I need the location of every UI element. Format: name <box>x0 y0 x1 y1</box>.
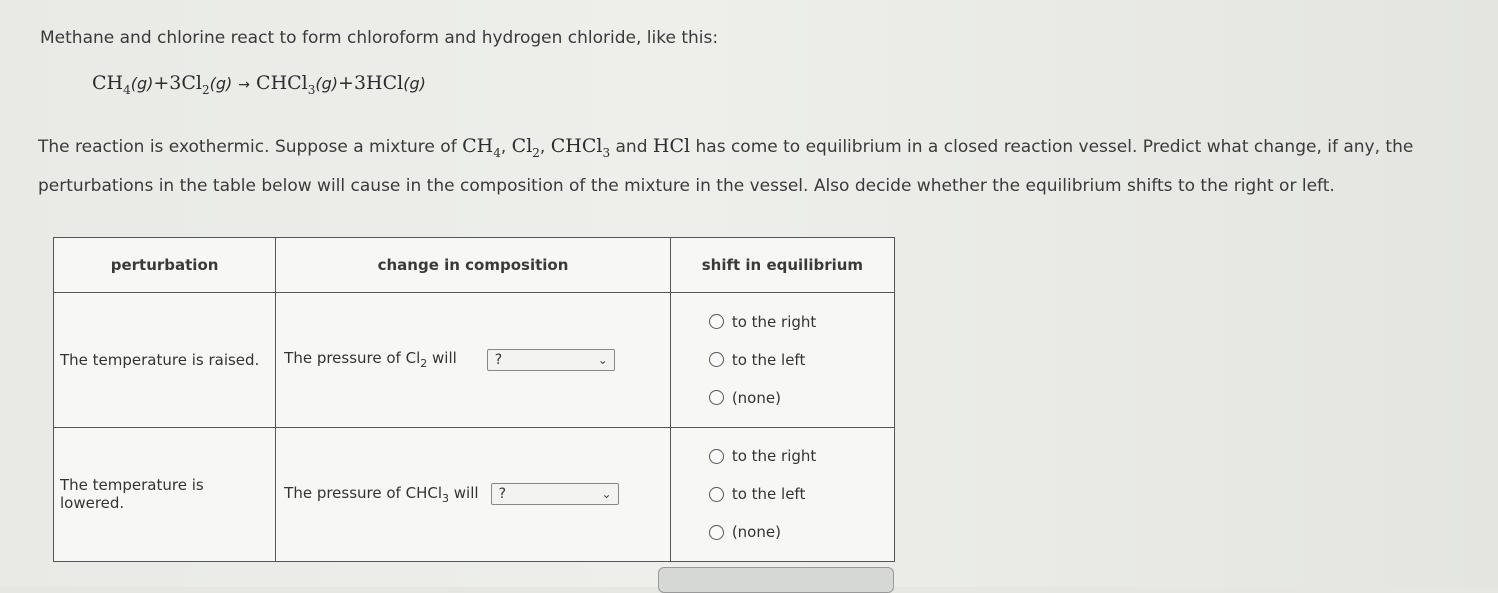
table-row <box>54 293 895 428</box>
table-header-row <box>54 238 895 293</box>
radio-option-none[interactable]: (none) <box>709 379 894 417</box>
table-row <box>54 427 895 562</box>
action-button[interactable] <box>658 567 894 593</box>
header-composition: change in composition <box>276 238 671 293</box>
radio-button-icon[interactable] <box>709 352 724 367</box>
shift-cell <box>670 427 894 562</box>
composition-label: The pressure of $Cl_2$ will <box>284 349 457 371</box>
reaction-equation: $CH_4(g)+3Cl_2(g)$ → CHCl$_3$(g)+3HCl(g) <box>92 72 426 97</box>
composition-dropdown-cl2[interactable]: ? ⌄ <box>487 349 615 371</box>
radio-button-icon[interactable] <box>709 390 724 405</box>
header-shift: shift in equilibrium <box>670 238 894 293</box>
header-perturbation: perturbation <box>54 238 276 293</box>
radio-option-left[interactable]: to the left <box>709 341 894 379</box>
composition-dropdown-chcl3[interactable]: ? ⌄ <box>491 483 619 505</box>
radio-button-icon[interactable] <box>709 449 724 464</box>
radio-option-right[interactable]: to the right <box>709 437 894 475</box>
radio-option-left[interactable]: to the left <box>709 475 894 513</box>
intro-text: Methane and chlorine react to form chloroform and hydrogen chloride, like this: <box>40 28 719 48</box>
composition-cell <box>276 427 671 562</box>
composition-label: The pressure of CHCl$_3$ will <box>284 483 479 505</box>
radio-option-right[interactable]: to the right <box>709 303 894 341</box>
reaction-arrow-icon: → <box>238 77 251 93</box>
chevron-down-icon: ⌄ <box>597 352 608 367</box>
radio-button-icon[interactable] <box>709 525 724 540</box>
perturbation-cell: The temperature is raised. <box>54 293 276 428</box>
radio-button-icon[interactable] <box>709 314 724 329</box>
instructions-paragraph: The reaction is exothermic. Suppose a mixture of $CH_4$, $Cl_2$, CHCl$_3$ and HCl has come to equilibrium in a closed reaction vessel. Predict what change, if any, the perturbations in the table below will cause in the composition of the mixture in the vessel. Also decide whether the equilibrium shifts to the right or left. <box>38 135 1414 196</box>
chevron-down-icon: ⌄ <box>601 487 612 502</box>
perturbation-cell: The temperature is lowered. <box>54 427 276 562</box>
radio-option-none[interactable]: (none) <box>709 513 894 551</box>
composition-cell <box>276 293 671 428</box>
shift-cell <box>670 293 894 428</box>
perturbation-table <box>53 237 895 562</box>
radio-button-icon[interactable] <box>709 487 724 502</box>
